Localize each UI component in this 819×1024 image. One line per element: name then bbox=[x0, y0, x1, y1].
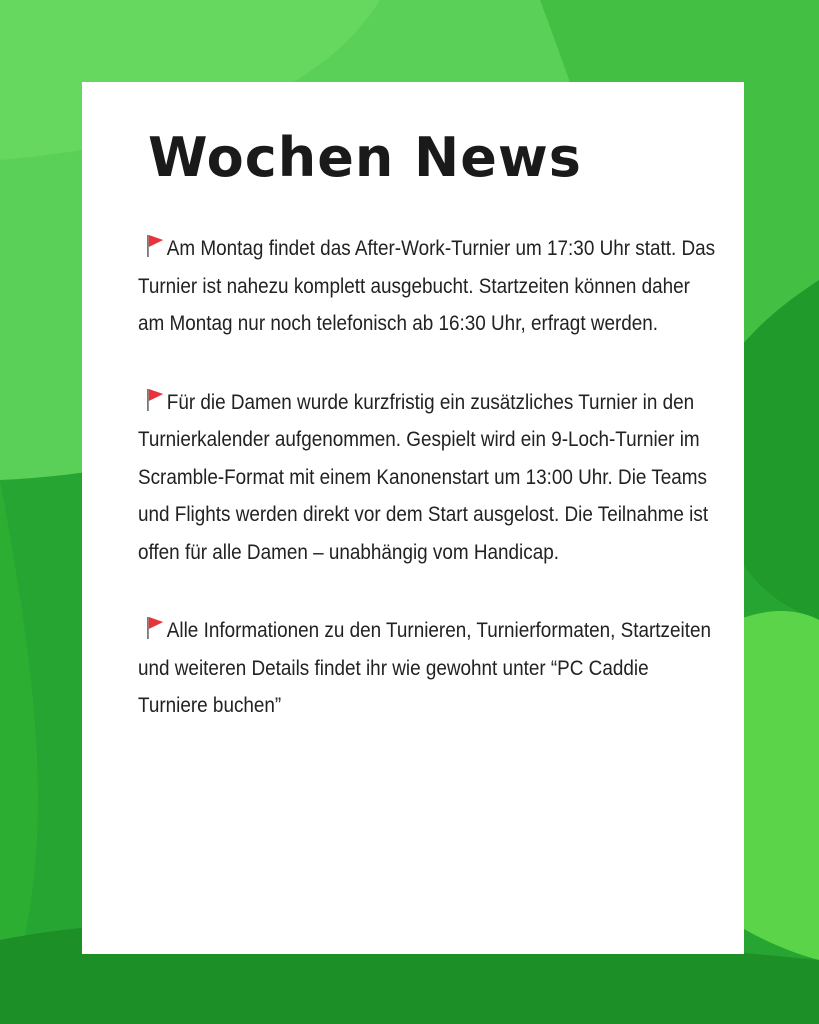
news-item bbox=[138, 230, 718, 343]
news-item-text: Am Montag findet das After-Work-Turnier um 17:30 Uhr statt. Das Turnier ist nahezu komplett ausgebucht. Startzeiten können daher am Montag nur noch telefonisch ab 16:30 Uhr, erfragt werden. bbox=[138, 237, 716, 335]
news-card bbox=[82, 82, 744, 954]
news-item-text: Für die Damen wurde kurzfristig ein zusätzliches Turnier in den Turnierkalender aufgenommen. Gespielt wird ein 9-Loch-Turnier im Scramble-Format mit einem Kanonenstart um 13:00 Uhr. Die Teams und Flights werden direkt vor dem Start ausgelost. Die Teilnahme ist offen für alle Damen – unabhängig vom Handicap. bbox=[138, 390, 709, 564]
red-flag-icon bbox=[145, 616, 165, 640]
news-item bbox=[138, 384, 718, 572]
news-item-text: Alle Informationen zu den Turnieren, Turnierformaten, Startzeiten und weiteren Details findet ihr wie gewohnt unter “PC Caddie Turniere buchen” bbox=[138, 619, 711, 717]
red-flag-icon bbox=[145, 388, 165, 412]
red-flag-icon bbox=[145, 234, 165, 258]
news-list bbox=[138, 230, 718, 766]
page-title: Wochen News bbox=[148, 126, 582, 189]
news-item bbox=[138, 612, 718, 725]
